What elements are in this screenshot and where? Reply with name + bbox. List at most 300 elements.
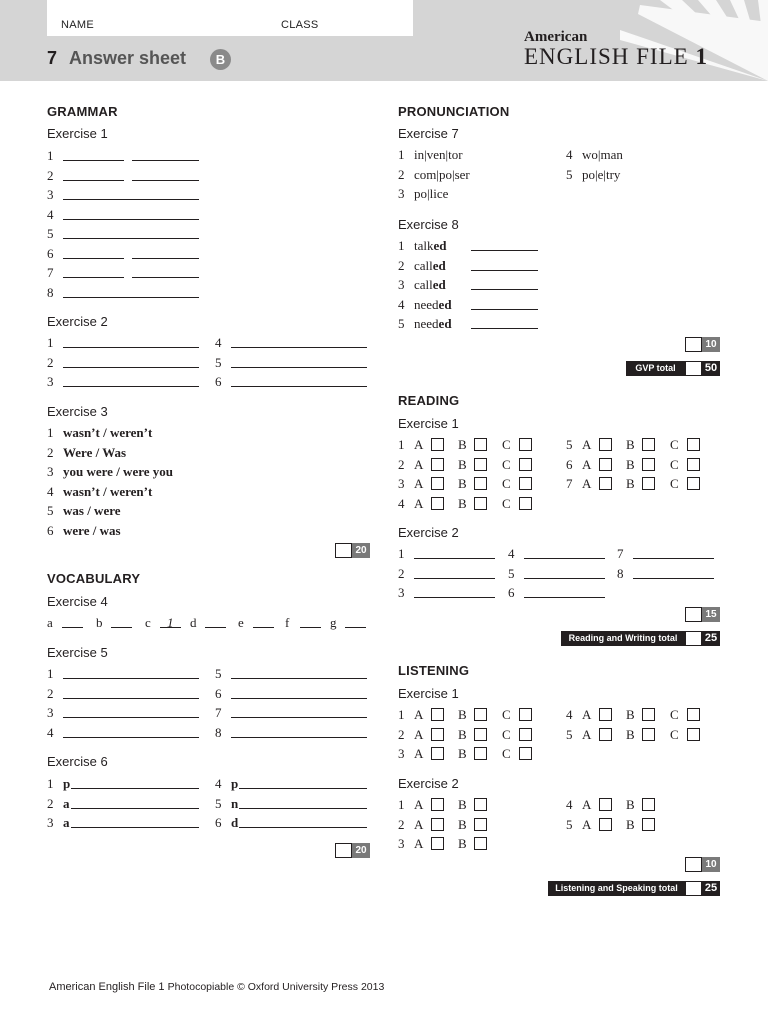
answer-checkbox[interactable]: [599, 728, 612, 741]
word-stem: call: [414, 257, 433, 273]
vocab-ex4-item: [330, 615, 370, 631]
answer-line[interactable]: [63, 678, 199, 679]
item-number: 2: [47, 167, 54, 183]
brand-line2: ENGLISH FILE: [524, 44, 689, 69]
word-ending: ed: [432, 257, 446, 273]
listening-ex2-row: [398, 836, 548, 852]
option-letter: A: [414, 495, 424, 511]
answer-line[interactable]: [414, 597, 495, 598]
option-letter: A: [414, 707, 424, 722]
answer-checkbox[interactable]: [431, 477, 444, 490]
version-badge: B: [210, 49, 231, 70]
option-letter: A: [582, 456, 592, 472]
reading-ex2-title: Exercise 2: [398, 525, 459, 540]
answer-checkbox[interactable]: [474, 497, 487, 510]
item-number: 6: [215, 815, 222, 830]
listening-ex2-row: [566, 817, 716, 833]
option-letter: C: [502, 495, 511, 511]
choice-text[interactable]: Were / Was: [63, 444, 127, 460]
listening-ex2-title: Exercise 2: [398, 776, 459, 791]
item-number: 6: [566, 456, 573, 472]
vocab-ex4-item: [190, 615, 230, 631]
reading-ex1-row: [398, 496, 548, 512]
listening-speaking-total-box[interactable]: [685, 881, 702, 896]
item-letter: d: [190, 615, 197, 630]
option-letter: B: [626, 726, 635, 742]
item-number: 2: [398, 816, 405, 832]
answer-line[interactable]: [471, 309, 538, 310]
page-header: [0, 0, 768, 81]
item-number: 5: [566, 166, 573, 182]
option-letter: B: [626, 437, 635, 452]
answer-line[interactable]: [239, 788, 367, 789]
answer-checkbox[interactable]: [474, 747, 487, 760]
option-letter: A: [582, 816, 592, 832]
item-letter: a: [47, 615, 53, 630]
page-footer: [49, 981, 384, 993]
answer-line[interactable]: [231, 367, 367, 368]
answer-line[interactable]: [414, 558, 495, 559]
answer-checkbox[interactable]: [474, 818, 487, 831]
answer-line[interactable]: [231, 347, 367, 348]
answer-checkbox[interactable]: [599, 477, 612, 490]
item-number: 5: [215, 354, 222, 370]
answer-checkbox[interactable]: [519, 458, 532, 471]
answer-line[interactable]: [63, 347, 199, 348]
listening-ex2-row: [566, 797, 716, 813]
item-number: 6: [47, 245, 54, 261]
option-letter: A: [414, 476, 424, 491]
vocabulary-title: VOCABULARY: [47, 571, 141, 586]
item-number: 2: [47, 795, 54, 811]
syllable-word[interactable]: po|e|try: [582, 166, 621, 182]
item-number: 3: [47, 374, 54, 389]
answer-line-a[interactable]: [63, 258, 124, 259]
item-number: 7: [617, 546, 624, 561]
answer-line[interactable]: [471, 328, 538, 329]
item-number: 5: [566, 816, 573, 832]
item-number: 4: [566, 707, 573, 722]
grammar-ex2-title: Exercise 2: [47, 314, 108, 329]
item-number: 2: [398, 726, 405, 742]
option-letter: A: [582, 476, 592, 491]
item-number: 2: [398, 565, 405, 581]
option-letter: B: [626, 816, 635, 832]
option-letter: B: [458, 456, 467, 472]
option-letter: B: [458, 476, 467, 491]
option-letter: B: [458, 746, 467, 761]
word-stem: need: [414, 296, 439, 312]
word: [414, 238, 447, 254]
item-number: 5: [508, 565, 515, 581]
item-number: 5: [398, 316, 405, 331]
gvp-total-box[interactable]: [685, 361, 702, 376]
option-letter: C: [670, 476, 679, 491]
word-ending: ed: [433, 238, 447, 253]
reading-ex1-row: [566, 437, 716, 453]
first-letter: d: [231, 815, 239, 830]
answer-line[interactable]: [231, 717, 367, 718]
answer-line-b[interactable]: [132, 160, 199, 161]
reading-ex1-row: [398, 437, 548, 453]
word: [414, 277, 446, 293]
answer-checkbox[interactable]: [474, 798, 487, 811]
answer-checkbox[interactable]: [687, 728, 700, 741]
answer-line[interactable]: [471, 270, 538, 271]
answer-line[interactable]: [524, 597, 605, 598]
reading-writing-total: [561, 631, 720, 646]
item-number: 2: [398, 257, 405, 273]
option-letter: A: [414, 437, 424, 452]
answer-checkbox[interactable]: [474, 458, 487, 471]
option-letter: B: [458, 437, 467, 452]
sheet-number: 7: [47, 48, 58, 68]
gvp-total-max: 50: [704, 362, 718, 374]
answer-checkbox[interactable]: [599, 458, 612, 471]
item-number: 7: [566, 476, 573, 491]
syllable-word[interactable]: in|ven|tor: [414, 147, 463, 162]
grammar-score-max: 20: [352, 543, 370, 558]
answer-checkbox[interactable]: [474, 477, 487, 490]
grammar-score-box[interactable]: [335, 543, 352, 558]
reading-writing-total-box[interactable]: [685, 631, 702, 646]
listening-ex1-row: [398, 707, 548, 723]
syllable-word[interactable]: wo|man: [582, 147, 623, 162]
option-letter: A: [414, 816, 424, 832]
item-number: 8: [47, 284, 54, 300]
item-number: 4: [47, 483, 54, 499]
word: [414, 297, 452, 313]
option-letter: A: [414, 836, 424, 851]
item-number: 4: [47, 724, 54, 740]
gvp-total-label: GVP total: [635, 363, 676, 373]
option-letter: B: [458, 495, 467, 511]
answer-line[interactable]: [231, 678, 367, 679]
option-letter: C: [502, 476, 511, 491]
item-number: 4: [508, 546, 515, 561]
item-number: 3: [47, 187, 54, 202]
vocab-ex4-item: [47, 615, 87, 631]
name-label: NAME: [61, 19, 94, 31]
item-number: 6: [47, 522, 54, 538]
answer-line[interactable]: [345, 627, 366, 628]
answer-line[interactable]: [524, 558, 605, 559]
answer-line[interactable]: [239, 827, 367, 828]
vocab-ex5-title: Exercise 5: [47, 645, 108, 660]
reading-title: READING: [398, 393, 460, 408]
item-number: 6: [215, 374, 222, 389]
answer-checkbox[interactable]: [519, 708, 532, 721]
option-letter: C: [670, 707, 679, 722]
word-ending: ed: [432, 277, 446, 292]
answer-line[interactable]: [63, 717, 199, 718]
option-letter: A: [582, 707, 592, 722]
answer-line[interactable]: [63, 737, 199, 738]
listening-title: LISTENING: [398, 663, 470, 678]
option-letter: C: [502, 456, 511, 472]
choice-text[interactable]: you were / were you: [63, 464, 173, 479]
listening-speaking-total: [548, 881, 720, 896]
listening-speaking-total-max: 25: [704, 882, 718, 894]
item-number: 2: [398, 166, 405, 182]
choice-text[interactable]: was / were: [63, 503, 121, 518]
syllable-word[interactable]: po|lice: [414, 186, 449, 201]
choice-text[interactable]: wasn’t / weren’t: [63, 483, 153, 499]
item-number: 7: [47, 265, 54, 280]
vocabulary-score-box[interactable]: [335, 843, 352, 858]
grammar-title: GRAMMAR: [47, 104, 118, 119]
answer-checkbox[interactable]: [519, 728, 532, 741]
answer-checkbox[interactable]: [519, 497, 532, 510]
answer-checkbox[interactable]: [474, 837, 487, 850]
option-letter: B: [458, 816, 467, 832]
vocab-ex4-item: [96, 615, 136, 631]
answer-line[interactable]: [633, 578, 714, 579]
vocab-ex4-title: Exercise 4: [47, 594, 108, 609]
brand-level: 1: [695, 44, 708, 69]
item-number: 3: [398, 585, 405, 600]
reading-ex1-row: [398, 457, 548, 473]
item-letter: b: [96, 615, 103, 630]
answer-line[interactable]: [231, 698, 367, 699]
answer-checkbox[interactable]: [642, 458, 655, 471]
word: [414, 258, 446, 274]
answer-checkbox[interactable]: [642, 798, 655, 811]
option-letter: C: [670, 726, 679, 742]
answer-line[interactable]: [63, 199, 199, 200]
item-number: 1: [47, 335, 54, 350]
answer-checkbox[interactable]: [431, 747, 444, 760]
answer-checkbox[interactable]: [642, 708, 655, 721]
item-number: 4: [398, 495, 405, 511]
grammar-ex1-title: Exercise 1: [47, 126, 108, 141]
word-stem: call: [414, 277, 433, 292]
item-number: 4: [215, 776, 222, 791]
item-number: 1: [398, 797, 405, 812]
sheet-title: Answer sheet: [69, 48, 187, 68]
word-ending: ed: [438, 316, 452, 331]
first-letter: p: [63, 776, 71, 791]
choice-text[interactable]: wasn’t / weren’t: [63, 425, 153, 440]
reading-writing-total-max: 25: [704, 632, 718, 644]
answer-line[interactable]: [63, 297, 199, 298]
item-number: 1: [47, 666, 54, 681]
footer-brand: American English File 1: [49, 981, 165, 993]
answer-checkbox[interactable]: [687, 708, 700, 721]
answer-checkbox[interactable]: [431, 818, 444, 831]
answer-line[interactable]: [63, 238, 199, 239]
option-letter: C: [502, 726, 511, 742]
answer-checkbox[interactable]: [687, 477, 700, 490]
listening-ex1-row: [566, 707, 716, 723]
item-letter: e: [238, 615, 244, 630]
answer-line-b[interactable]: [132, 180, 199, 181]
answer-checkbox[interactable]: [519, 747, 532, 760]
answer-line-a[interactable]: [63, 180, 124, 181]
reading-score-box[interactable]: [685, 607, 702, 622]
reading-ex1-row: [398, 476, 548, 492]
answer-line[interactable]: [63, 698, 199, 699]
answer-checkbox[interactable]: [687, 438, 700, 451]
answer-checkbox[interactable]: [431, 708, 444, 721]
answer-line-b[interactable]: [132, 277, 199, 278]
answer-checkbox[interactable]: [474, 438, 487, 451]
option-letter: B: [626, 476, 635, 491]
item-number: 1: [47, 425, 54, 440]
answer-checkbox[interactable]: [431, 438, 444, 451]
answer-line[interactable]: [471, 250, 538, 251]
footer-text: Photocopiable © Oxford University Press 2013: [167, 981, 385, 993]
class-label: CLASS: [281, 19, 319, 31]
answer-line-a[interactable]: [63, 160, 124, 161]
answer-checkbox[interactable]: [642, 728, 655, 741]
item-number: 5: [215, 795, 222, 811]
item-letter: c: [145, 615, 151, 630]
reading-ex1-row: [566, 457, 716, 473]
answer-line[interactable]: [471, 289, 538, 290]
item-number: 3: [398, 277, 405, 292]
answer-line[interactable]: [239, 808, 367, 809]
item-number: 1: [398, 437, 405, 452]
item-number: 1: [47, 148, 54, 163]
listening-ex2-row: [398, 817, 548, 833]
option-letter: C: [502, 437, 511, 452]
listening-score-max: 10: [702, 857, 720, 872]
answer-line[interactable]: [633, 558, 714, 559]
item-number: 2: [398, 456, 405, 472]
answer-line[interactable]: [71, 808, 199, 809]
answer-line[interactable]: [231, 737, 367, 738]
answer-line[interactable]: [300, 627, 321, 628]
pronunciation-score-box[interactable]: [685, 337, 702, 352]
option-letter: A: [414, 456, 424, 472]
option-letter: A: [414, 746, 424, 761]
pron-ex8-title: Exercise 8: [398, 217, 459, 232]
answer-line[interactable]: [71, 827, 199, 828]
answer-checkbox[interactable]: [431, 798, 444, 811]
item-number: 3: [398, 476, 405, 491]
item-number: 8: [617, 565, 624, 581]
item-number: 3: [398, 746, 405, 761]
answer-checkbox[interactable]: [431, 497, 444, 510]
answer-checkbox[interactable]: [642, 477, 655, 490]
answer-checkbox[interactable]: [599, 708, 612, 721]
item-number: 6: [215, 685, 222, 701]
answer-checkbox[interactable]: [474, 708, 487, 721]
item-number: 4: [566, 147, 573, 162]
listening-ex2-row: [398, 797, 548, 813]
reading-ex1-title: Exercise 1: [398, 416, 459, 431]
item-number: 3: [398, 836, 405, 851]
listening-score-box[interactable]: [685, 857, 702, 872]
answer-checkbox[interactable]: [642, 818, 655, 831]
answer-checkbox[interactable]: [474, 728, 487, 741]
item-number: 5: [566, 726, 573, 742]
reading-writing-total-label: Reading and Writing total: [568, 633, 678, 643]
answer-line[interactable]: [71, 788, 199, 789]
vocab-ex4-item: [285, 615, 325, 631]
answer-checkbox[interactable]: [431, 458, 444, 471]
pron-ex7-title: Exercise 7: [398, 126, 459, 141]
answer-line[interactable]: [231, 386, 367, 387]
option-letter: B: [626, 797, 635, 812]
item-number: 1: [398, 707, 405, 722]
pronunciation-title: PRONUNCIATION: [398, 104, 510, 119]
reading-ex1-row: [566, 476, 716, 492]
syllable-word[interactable]: com|po|ser: [414, 166, 470, 182]
answer-checkbox[interactable]: [599, 818, 612, 831]
name-class-strip: [47, 0, 413, 36]
item-number: 4: [215, 335, 222, 350]
answer-checkbox[interactable]: [599, 798, 612, 811]
gvp-total: [626, 361, 720, 376]
answer-line[interactable]: [63, 367, 199, 368]
option-letter: C: [670, 437, 679, 452]
word-stem: talk: [414, 238, 434, 253]
listening-speaking-total-label: Listening and Speaking total: [555, 883, 678, 893]
reading-score-max: 15: [702, 607, 720, 622]
option-letter: A: [414, 726, 424, 742]
brand-logo: [524, 44, 708, 70]
option-letter: B: [626, 707, 635, 722]
item-number: 4: [47, 206, 54, 222]
answer-line[interactable]: [62, 627, 83, 628]
listening-ex1-row: [398, 727, 548, 743]
vocab-ex4-item: [238, 615, 278, 631]
answer-line[interactable]: [414, 578, 495, 579]
answer-line-a[interactable]: [63, 277, 124, 278]
option-letter: A: [582, 437, 592, 452]
item-number: 1: [398, 147, 405, 162]
item-number: 2: [47, 685, 54, 701]
option-letter: A: [582, 726, 592, 742]
answer-line[interactable]: [63, 219, 199, 220]
first-letter: a: [63, 795, 70, 811]
answer-checkbox[interactable]: [519, 477, 532, 490]
answer-checkbox[interactable]: [642, 438, 655, 451]
answer-line[interactable]: [63, 386, 199, 387]
item-number: 3: [47, 705, 54, 720]
item-number: 8: [215, 724, 222, 740]
answer-checkbox[interactable]: [431, 837, 444, 850]
item-number: 5: [47, 503, 54, 518]
item-number: 5: [47, 226, 54, 241]
answer-checkbox[interactable]: [431, 728, 444, 741]
choice-text[interactable]: were / was: [63, 522, 121, 538]
answer-line-b[interactable]: [132, 258, 199, 259]
first-letter: n: [231, 795, 239, 811]
option-letter: B: [458, 797, 467, 812]
answer-line[interactable]: [111, 627, 132, 628]
option-letter: C: [670, 456, 679, 472]
pronunciation-score-max: 10: [702, 337, 720, 352]
item-number: 6: [508, 585, 515, 600]
vocabulary-score-max: 20: [352, 843, 370, 858]
first-letter: p: [231, 776, 239, 791]
answer-checkbox[interactable]: [599, 438, 612, 451]
answer-checkbox[interactable]: [519, 438, 532, 451]
option-letter: B: [626, 456, 635, 472]
answer-line[interactable]: [205, 627, 226, 628]
option-letter: C: [502, 746, 511, 761]
item-number: 7: [215, 705, 222, 720]
item-number: 1: [47, 776, 54, 791]
answer-line[interactable]: [253, 627, 274, 628]
answer-checkbox[interactable]: [687, 458, 700, 471]
answer-line[interactable]: [524, 578, 605, 579]
item-number: 3: [47, 464, 54, 479]
item-letter: g: [330, 615, 337, 630]
